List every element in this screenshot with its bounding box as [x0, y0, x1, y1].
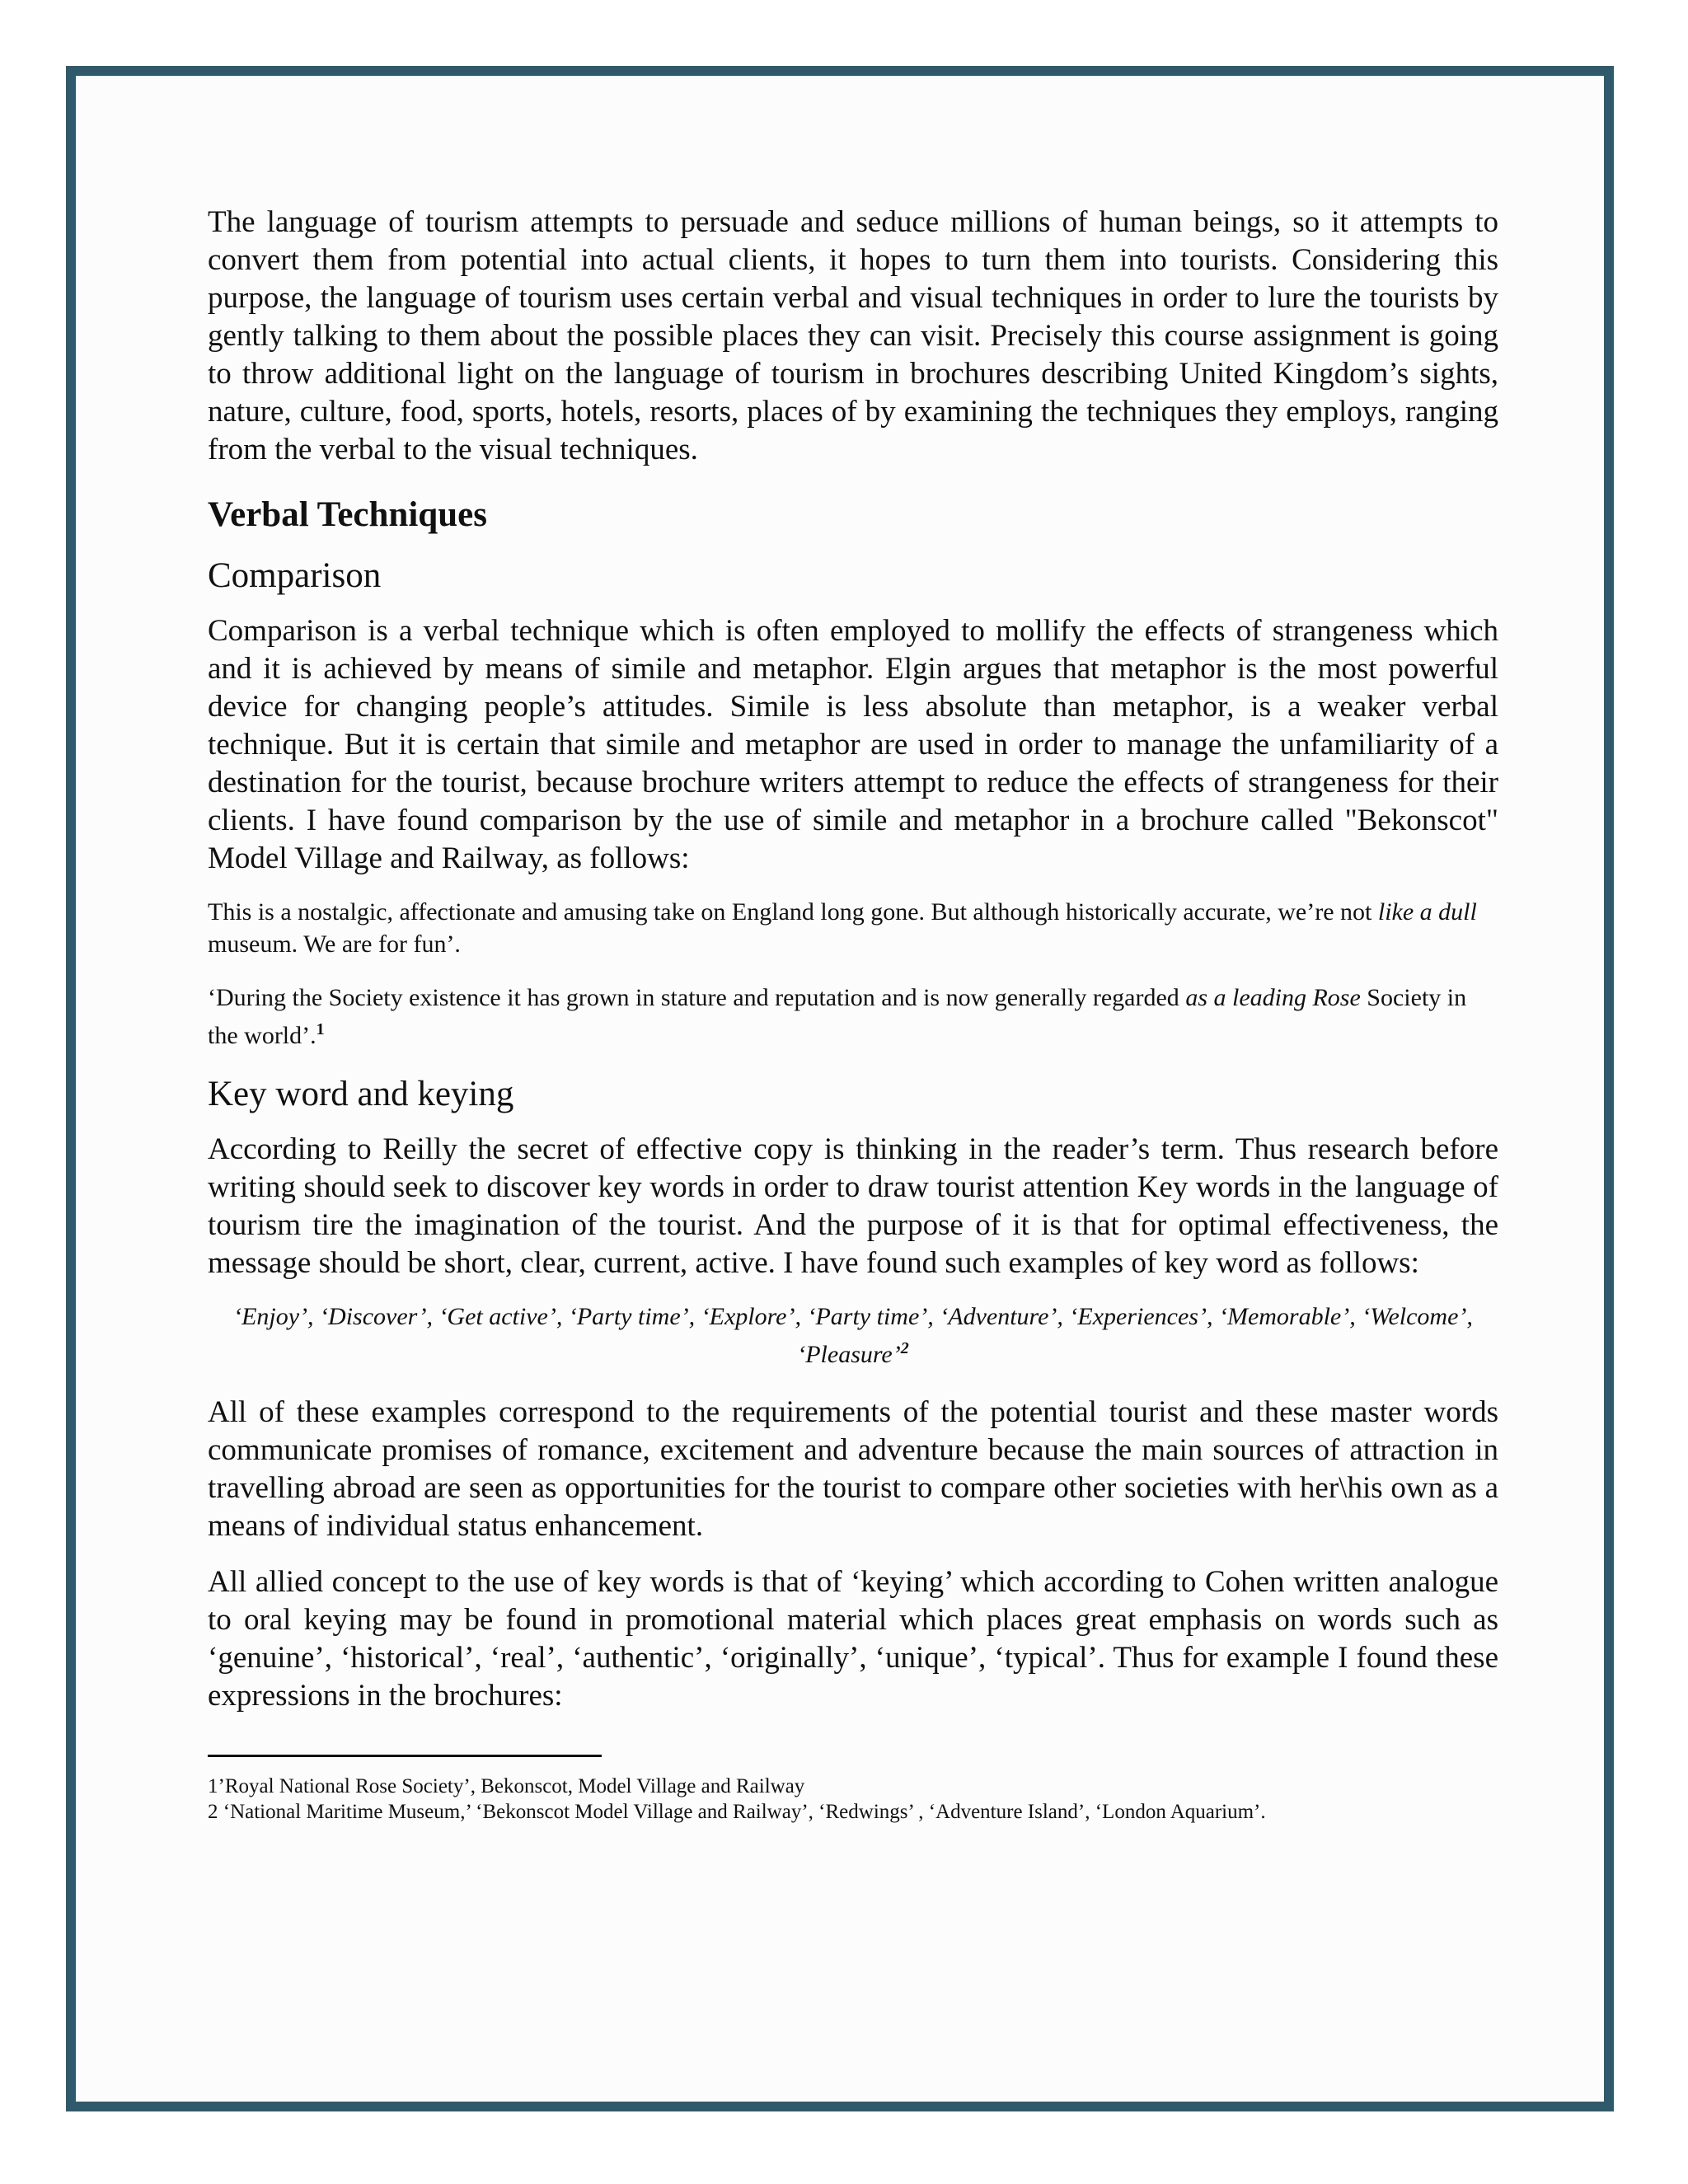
intro-paragraph: The language of tourism attempts to persuade and seduce millions of human beings, so it attempts to convert them from potential into actual clients, it hopes to turn them into tourists. Considering this purpose, the language of tourism uses certain verbal and visual techniques in order to lure the tourists by gently talking to them about the possible places they can visit. Precisely this course assignment is going to throw additional light on the language of tourism in brochures describing United Kingdom’s sights, nature, culture, food, sports, hotels, resorts, places of by examining the techniques they employs, ranging from the verbal to the visual techniques. — [208, 205, 1498, 466]
quote-bekonscot: This is a nostalgic, affectionate and amusing take on England long gone. But although historically accurate, we’re not like a dull museum. We are for fun’. — [208, 898, 1477, 958]
quote-rose-society: ‘During the Society existence it has grown in stature and reputation and is now generally regarded as a leading Rose Society in the world’.$^1$ — [208, 984, 1467, 1049]
keywords-paragraph-2: All of these examples correspond to the requirements of the potential tourist and these master words communicate promises of romance, excitement and adventure because the main sources of attraction in travelling abroad are seen as opportunities for the tourist to compare other societies with her\his own as a means of individual status enhancement. — [208, 1395, 1498, 1543]
footnote-divider — [208, 1755, 602, 1757]
footnote-1: 1’Royal National Rose Society’, Bekonscot, Model Village and Railway — [208, 1775, 805, 1797]
keyword-examples: ‘Enjoy’, ‘Discover’, ‘Get active’, ‘Party time’, ‘Explore’, ‘Party time’, ‘Adventure’, ‘Experiences’, ‘Memorable’, ‘Welcome’, ‘Pleasure’$^2$ — [233, 1303, 1473, 1368]
keywords-heading: Key word and keying — [208, 1075, 514, 1113]
section-heading: Verbal Techniques — [208, 495, 487, 534]
keywords-paragraph-3: All allied concept to the use of key words is that of ‘keying’ which according to Cohen written analogue to oral keying may be found in promotional material which places great emphasis on words such as ‘genuine’, ‘historical’, ‘real’, ‘authentic’, ‘originally’, ‘unique’, ‘typical’. Thus for example I found these expressions in the brochures: — [208, 1565, 1498, 1713]
comparison-paragraph: Comparison is a verbal technique which is often employed to mollify the effects of strangeness which and it is achieved by means of simile and metaphor. Elgin argues that metaphor is the most powerful device for changing people’s attitudes. Simile is less absolute than metaphor, is a weaker verbal technique. But it is certain that simile and metaphor are used in order to manage the unfamiliarity of a destination for the tourist, because brochure writers attempt to reduce the effects of strangeness for their clients. I have found comparison by the use of simile and metaphor in a brochure called "Bekonscot" Model Village and Railway, as follows: — [208, 614, 1498, 875]
comparison-heading: Comparison — [208, 556, 382, 595]
footnote-2: 2 ‘National Maritime Museum,’ ‘Bekonscot Model Village and Railway’, ‘Redwings’ , ‘Adventure Island’, ‘London Aquarium’. — [208, 1801, 1266, 1823]
footnote-ref-2: 2 — [900, 1339, 909, 1357]
page-frame — [66, 66, 1614, 2111]
document-body — [208, 204, 1498, 1825]
footnote-ref-1: 1 — [316, 1020, 325, 1038]
keywords-paragraph-1: According to Reilly the secret of effective copy is thinking in the reader’s term. Thus research before writing should seek to discover key words in order to draw tourist attention Key words in the language of tourism tire the imagination of the tourist. And the purpose of it is that for optimal effectiveness, the message should be short, clear, current, active. I have found such examples of key word as follows: — [208, 1132, 1498, 1280]
